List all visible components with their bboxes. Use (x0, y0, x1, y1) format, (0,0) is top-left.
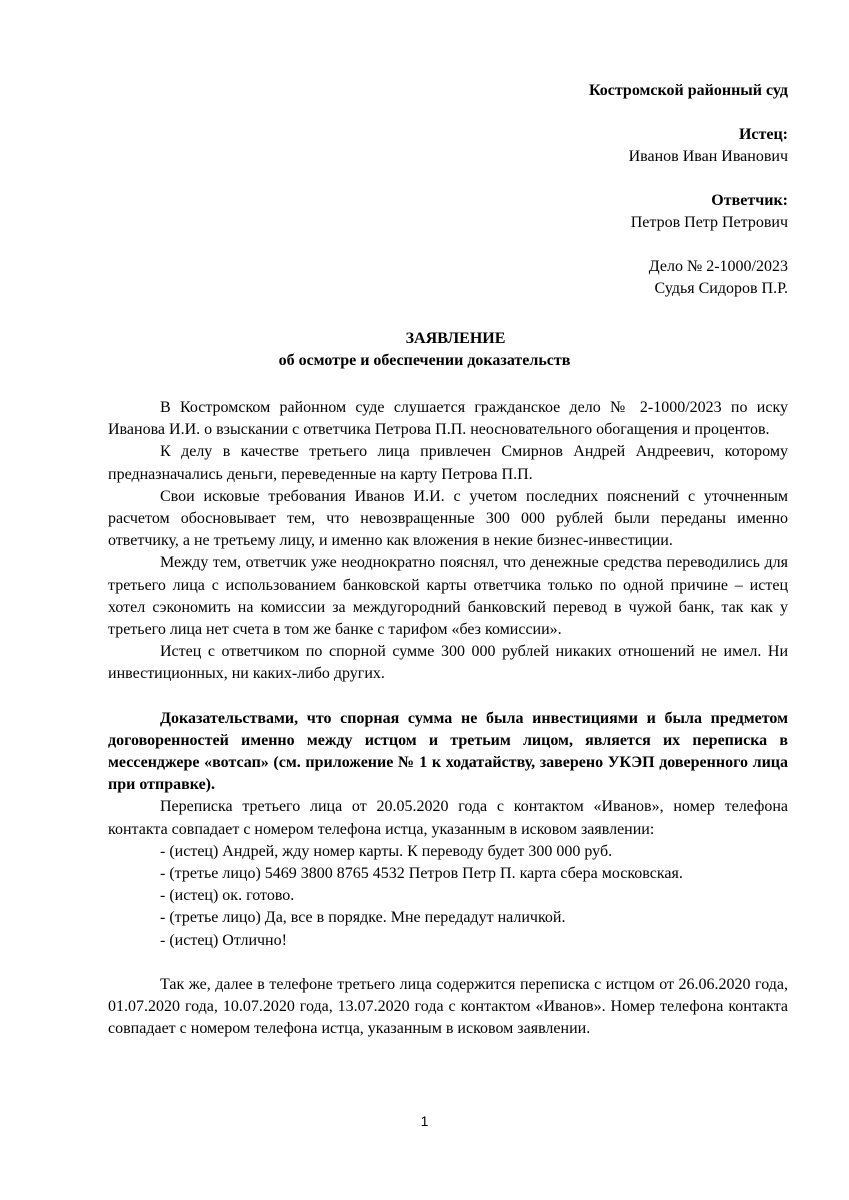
dialog-line: - (третье лицо) 5469 3800 8765 4532 Петров Петр П. карта сбера московская. (160, 865, 683, 883)
dialog-line: - (третье лицо) Да, все в порядке. Мне передадут наличкой. (160, 909, 566, 927)
document-header (589, 80, 788, 300)
paragraph-correspondence: Переписка третьего лица от 20.05.2020 года с контактом «Иванов», номер телефона контакта совпадает с номером телефона истца, указанным в исковом заявлении: (108, 798, 788, 838)
title-subtitle: об осмотре и обеспечении доказательств (278, 352, 571, 369)
document-title (0, 328, 849, 372)
paragraph-defendant-position: Между тем, ответчик уже неоднократно пояснял, что денежные средства переводились для третьего лица с использованием банковской карты ответчика только по одной причине – истец хотел сэкономить на комиссии за междугородний банковский перевод в чужой банк, так как у третьего лица нет счета в том же банке с тарифом «без комиссии». (108, 554, 788, 639)
defendant-label: Ответчик: (711, 192, 788, 209)
dialog-line: - (истец) Отлично! (160, 931, 287, 949)
document-body (108, 397, 788, 1040)
paragraph-claims: Свои исковые требования Иванов И.И. с учетом последних пояснений с уточненным расчетом обосновывает тем, что невозвращенные 300 000 рублей были переданы именно ответчику, а не третьему лицу, и именно как вложения в некие бизнес-инвестиции. (108, 487, 788, 550)
page-number: 1 (420, 1113, 429, 1129)
paragraph-third-party: К делу в качестве третьего лица привлечен Смирнов Андрей Андреевич, которому предназначались деньги, переведенные на карту Петрова П.П. (108, 443, 788, 483)
dialog-line: - (истец) ок. готово. (160, 887, 295, 905)
judge-name: Судья Сидоров П.Р. (654, 280, 788, 297)
title-main: ЗАЯВЛЕНИЕ (405, 330, 506, 347)
court-name: Костромской районный суд (588, 82, 788, 99)
defendant-name: Петров Петр Петрович (630, 214, 788, 231)
dialog-line: - (истец) Андрей, жду номер карты. К переводу будет 300 000 руб. (160, 842, 613, 860)
paragraph-evidence: Доказательствами, что спорная сумма не была инвестициями и была предметом договоренностей именно между истцом и третьим лицом, является их переписка в мессенджере «вотсап» (см. приложение № 1 к ходатайству, заверено УКЭП доверенного лица при отправке). (108, 709, 788, 794)
plaintiff-name: Иванов Иван Иванович (628, 148, 788, 165)
paragraph-further-correspondence: Так же, далее в телефоне третьего лица содержится переписка с истцом от 26.06.2020 года, 01.07.2020 года, 10.07.2020 года, 13.07.2020 года с контактом «Иванов». Номер телефона контакта совпадает с номером телефона истца, указанным в исковом заявлении. (108, 975, 788, 1038)
paragraph-no-relations: Истец с ответчиком по спорной сумме 300 000 рублей никаких отношений не имел. Ни инвестиционных, ни каких-либо других. (108, 643, 788, 683)
case-number: Дело № 2-1000/2023 (648, 258, 788, 275)
plaintiff-label: Истец: (738, 126, 788, 143)
paragraph-case-intro: В Костромском районном суде слушается гражданское дело № 2-1000/2023 по иску Иванова И.И. о взыскании с ответчика Петрова П.П. неосновательного обогащения и процентов. (108, 399, 788, 439)
